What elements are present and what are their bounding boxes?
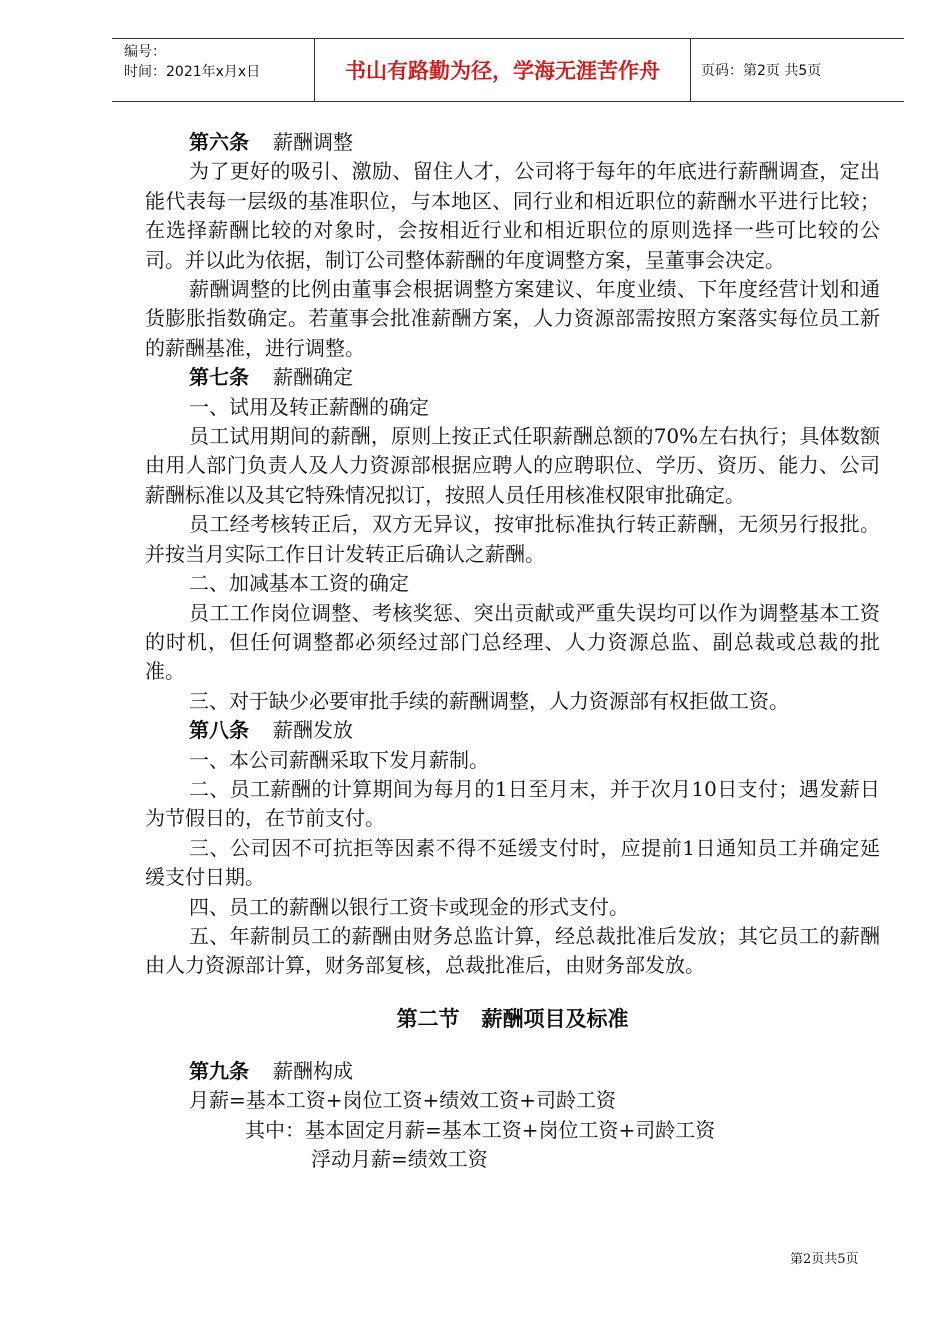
formula-fixed-pay: 其中：基本固定月薪=基本工资+岗位工资+司龄工资 xyxy=(245,1117,716,1142)
article-9-heading xyxy=(145,1057,880,1086)
header-page: 页码：第2页 共5页 xyxy=(701,63,822,79)
section-title: 薪酬项目及标准 xyxy=(481,1006,629,1031)
article-8-title: 薪酬发放 xyxy=(273,718,353,743)
article-7-paragraph-1: 员工试用期间的薪酬，原则上按正式任职薪酬总额的70%左右执行；具体数额由用人部门负责人及人力资源部根据应聘人的应聘职位、学历、资历、能力、公司薪酬标准以及其它特殊情况拟订，按照人员任用核准权限审批确定。 xyxy=(145,424,880,507)
article-6-paragraph-2: 薪酬调整的比例由董事会根据调整方案建议、年度业绩、下年度经营计划和通货膨胀指数确定。若董事会批准薪酬方案，人力资源部需按照方案落实每位员工新的薪酬基准，进行调整。 xyxy=(145,277,880,360)
article-9-number: 第九条 xyxy=(189,1058,249,1083)
article-7-subhead-3: 三、对于缺少必要审批手续的薪酬调整，人力资源部有权拒做工资。 xyxy=(189,688,789,713)
page-footer: 第2页共5页 xyxy=(790,1252,859,1267)
article-8-item-3: 三、公司因不可抗拒等因素不得不延缓支付时，应提前1日通知员工并确定延缓支付日期。 xyxy=(145,835,880,890)
article-8-item-2: 二、员工薪酬的计算期间为每月的1日至月末，并于次月10日支付；遇发薪日为节假日的，在节前支付。 xyxy=(145,776,880,831)
article-6-paragraph-1: 为了更好的吸引、激励、留住人才，公司将于每年的年底进行薪酬调查，定出能代表每一层级的基准职位，与本地区、同行业和相近职位的薪酬水平进行比较；在选择薪酬比较的对象时，会按相近行业和相近职位的原则选择一些可比较的公司。并以此为依据，制订公司整体薪酬的年度调整方案，呈董事会决定。 xyxy=(145,159,880,272)
header-meta xyxy=(112,39,315,101)
article-7-subhead-1: 一、试用及转正薪酬的确定 xyxy=(189,394,429,419)
article-6-title: 薪酬调整 xyxy=(273,130,353,154)
page-header xyxy=(112,38,904,102)
formula-floating-pay: 浮动月薪=绩效工资 xyxy=(311,1147,488,1171)
article-9-title: 薪酬构成 xyxy=(273,1058,353,1083)
section-heading xyxy=(145,1003,880,1035)
article-8-item-1: 一、本公司薪酬采取下发月薪制。 xyxy=(189,747,489,772)
article-7-title: 薪酬确定 xyxy=(273,365,353,390)
section-number: 第二节 xyxy=(396,1006,460,1031)
article-7-subhead-2: 二、加减基本工资的确定 xyxy=(189,571,409,596)
article-7-paragraph-3: 员工工作岗位调整、考核奖惩、突出贡献或严重失误均可以作为调整基本工资的时机，但任何调整都必须经过部门总经理、人力资源总监、副总裁或总裁的批准。 xyxy=(145,600,880,684)
formula-monthly-pay: 月薪=基本工资+岗位工资+绩效工资+司龄工资 xyxy=(189,1088,617,1113)
header-number: 编号： xyxy=(124,44,166,60)
article-7-number: 第七条 xyxy=(189,365,249,390)
article-6-number: 第六条 xyxy=(189,130,249,154)
header-time: 时间：2021年x月x日 xyxy=(124,64,261,80)
article-8-heading xyxy=(145,716,880,745)
article-7-heading xyxy=(145,363,880,392)
article-8-number: 第八条 xyxy=(189,718,249,743)
header-motto: 书山有路勤为径，学海无涯苦作舟 xyxy=(315,39,691,101)
article-7-paragraph-2: 员工经考核转正后，双方无异议，按审批标准执行转正薪酬，无须另行报批。并按当月实际工作日计发转正后确认之薪酬。 xyxy=(145,512,880,566)
article-8-item-5: 五、年薪制员工的薪酬由财务总监计算，经总裁批准后发放；其它员工的薪酬由人力资源部计算，财务部复核，总裁批准后，由财务部发放。 xyxy=(145,923,880,978)
article-6-heading xyxy=(145,128,880,157)
article-8-item-4: 四、员工的薪酬以银行工资卡或现金的形式支付。 xyxy=(189,894,629,919)
document-body xyxy=(145,128,880,1174)
